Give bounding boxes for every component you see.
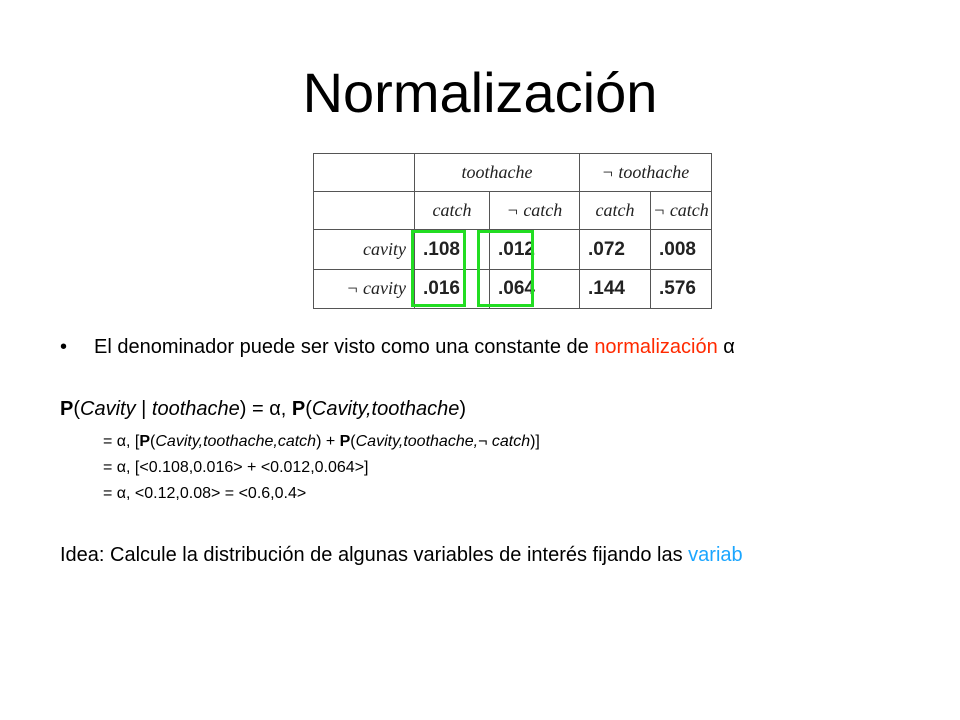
cell-value: .144	[580, 269, 651, 308]
eq-part: = α, [	[103, 433, 140, 450]
bullet-highlight: normalización	[594, 336, 718, 358]
joint-distribution-table	[313, 153, 712, 309]
prob-symbol: P	[291, 398, 306, 420]
cell-value: .576	[651, 269, 712, 308]
cell-value: .012	[490, 230, 580, 269]
row-label-not-cavity: ¬ cavity	[314, 269, 415, 308]
cell-value: .008	[651, 230, 712, 269]
bullet-normalization	[60, 334, 735, 360]
table-corner	[314, 154, 415, 192]
var-joint-not-catch: Cavity,toothache,¬ catch	[355, 433, 531, 450]
subheader-catch: catch	[580, 192, 651, 230]
paren: (	[305, 398, 312, 420]
eq-part: )]	[530, 433, 540, 450]
var-joint: Cavity,toothache	[311, 398, 460, 420]
equals-alpha: ) = α,	[239, 398, 292, 420]
bullet-dot-icon: •	[60, 336, 68, 358]
header-not-toothache: ¬ toothache	[580, 154, 712, 192]
prob-symbol: P	[339, 433, 351, 450]
var-joint-catch: Cavity,toothache,catch	[155, 433, 317, 450]
table-corner-2	[314, 192, 415, 230]
idea-highlight: variab	[688, 544, 743, 566]
slide-title: Normalización	[302, 61, 658, 124]
paren: )	[459, 398, 467, 420]
row-label-cavity: cavity	[314, 230, 415, 269]
highlight-box-catch	[411, 230, 466, 307]
eq-part: ) +	[316, 433, 340, 450]
prob-symbol: P	[139, 433, 151, 450]
equation-line-1	[103, 432, 540, 452]
equation-main	[60, 396, 466, 422]
highlight-box-not-catch	[477, 230, 534, 307]
subheader-not-catch: ¬ catch	[490, 192, 580, 230]
cell-value: .108	[415, 230, 490, 269]
given-bar: |	[135, 398, 152, 420]
idea-text	[60, 542, 743, 568]
var-toothache: toothache	[151, 398, 240, 420]
cell-value: .064	[490, 269, 580, 308]
bullet-text: El denominador puede ser visto como una constante de	[94, 336, 595, 358]
equation-line-3: = α, <0.12,0.08> = <0.6,0.4>	[103, 485, 307, 502]
cell-value: .072	[580, 230, 651, 269]
bullet-alpha: α	[717, 336, 735, 358]
var-cavity: Cavity	[80, 398, 136, 420]
subheader-catch: catch	[415, 192, 490, 230]
cell-value: .016	[415, 269, 490, 308]
header-toothache: toothache	[415, 154, 580, 192]
prob-symbol: P	[60, 398, 74, 420]
eq-part: (	[350, 433, 356, 450]
subheader-not-catch: ¬ catch	[651, 192, 712, 230]
equation-line-2: = α, [<0.108,0.016> + <0.012,0.064>]	[103, 459, 369, 476]
idea-main: Idea: Calcule la distribución de algunas variables de interés fijando las	[60, 544, 689, 566]
paren: (	[73, 398, 81, 420]
eq-part: (	[150, 433, 156, 450]
